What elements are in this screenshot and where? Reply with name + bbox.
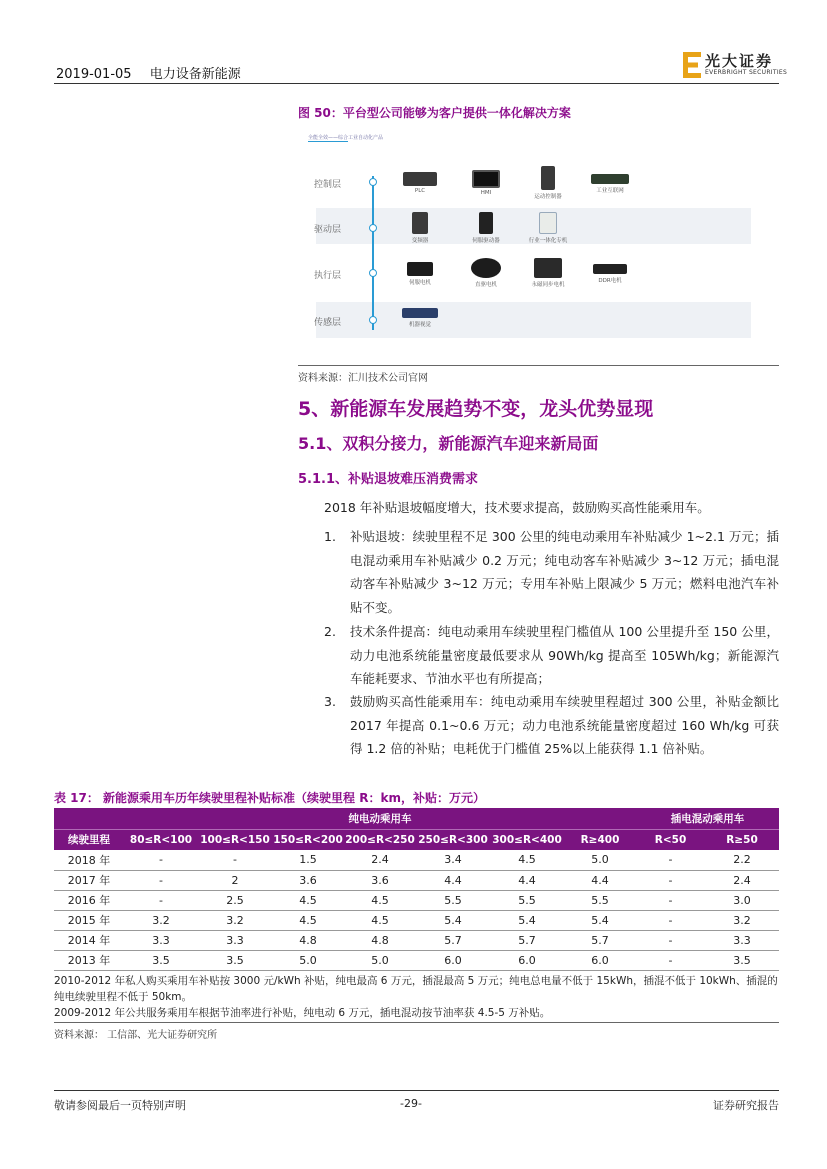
table-cell: - xyxy=(636,890,705,910)
table-cell: - xyxy=(636,930,705,950)
table-cell: 5.4 xyxy=(416,910,490,930)
table-cell: - xyxy=(124,890,198,910)
table-cell: 2 xyxy=(198,870,272,890)
pmsm-icon xyxy=(534,258,562,278)
report-sector: 电力设备新能源 xyxy=(149,67,241,82)
table-year-cell: 2014 年 xyxy=(54,930,124,950)
layer-label-exec: 执行层 xyxy=(314,271,342,281)
table-cell: 5.7 xyxy=(416,930,490,950)
table-note-1: 2010-2012 年私人购买乘用车补贴按 3000 元/kWh 补贴，纯电最高 6 万元，插混最高 5 万元；纯电总电量不低于 15kWh，插混不低于 10kWh、插混的纯电续驶里程不低于 50km。 xyxy=(54,975,778,1003)
table-cell: 4.8 xyxy=(272,930,344,950)
layer-dot-drive xyxy=(369,224,377,232)
table-cell: 3.3 xyxy=(198,930,272,950)
table-cell: 4.4 xyxy=(490,870,564,890)
table-cell: 5.5 xyxy=(416,890,490,910)
table-cell: 3.5 xyxy=(124,950,198,970)
column-header: 200≤R<250 xyxy=(344,829,416,850)
table-cell: 4.5 xyxy=(490,850,564,870)
table-cell: 3.5 xyxy=(198,950,272,970)
group-header-ev: 纯电动乘用车 xyxy=(124,808,636,829)
product-direct-drive-motor: 直驱电机 xyxy=(456,258,516,288)
layer-dot-control xyxy=(369,178,377,186)
table-cell: 5.0 xyxy=(344,950,416,970)
table-note-2: 2009-2012 年公共服务乘用车根据节油率进行补贴，纯电动 6 万元，插电混动按节油率获 4.5-5 万补贴。 xyxy=(54,1007,551,1019)
table-cell: 3.3 xyxy=(705,930,779,950)
table-cell: 6.0 xyxy=(564,950,636,970)
table-cell: 3.2 xyxy=(124,910,198,930)
product-servo-motor: 伺服电机 xyxy=(390,262,450,286)
table-cell: 3.4 xyxy=(416,850,490,870)
table-cell: 4.5 xyxy=(272,890,344,910)
table-row xyxy=(54,950,779,970)
table-year-cell: 2016 年 xyxy=(54,890,124,910)
table-cell: 5.4 xyxy=(490,910,564,930)
table-cell: 5.0 xyxy=(564,850,636,870)
column-header: 300≤R<400 xyxy=(490,829,564,850)
table-cell: - xyxy=(198,850,272,870)
layer-band-sensor xyxy=(316,302,751,338)
table-cell: 6.0 xyxy=(490,950,564,970)
logo-text-cn: 光大证券 xyxy=(705,52,774,70)
company-logo xyxy=(683,50,788,80)
page-footer xyxy=(54,1090,779,1112)
table-cell: 4.4 xyxy=(416,870,490,890)
table-cell: 4.5 xyxy=(344,890,416,910)
table-cell: 5.7 xyxy=(490,930,564,950)
table-column-header xyxy=(54,829,779,850)
page-header xyxy=(54,52,788,84)
list-item xyxy=(324,525,779,619)
integrated-machine-icon xyxy=(539,212,557,234)
table-cell: 2.2 xyxy=(705,850,779,870)
list-item-text: 鼓励购买高性能乘用车：纯电动乘用车续驶里程超过 300 公里，补贴金额比 2017 年提高 0.1~0.6 万元；动力电池系统能量密度超过 160 Wh/kg 可获得 1.2 倍的补贴；电耗优于门槛值 25%以上能获得 1.1 倍补贴。 xyxy=(350,694,779,756)
layer-timeline xyxy=(372,176,374,330)
report-date: 2019-01-05 xyxy=(56,67,132,82)
table-row xyxy=(54,910,779,930)
product-pmsm: 永磁同步电机 xyxy=(518,258,578,288)
table-cell: 3.6 xyxy=(272,870,344,890)
table-cell: 5.5 xyxy=(490,890,564,910)
servo-drive-icon xyxy=(479,212,493,234)
table-cell: - xyxy=(636,950,705,970)
row-header-label: 续驶里程 xyxy=(54,829,124,850)
footer-disclaimer: 敬请参阅最后一页特别声明 xyxy=(54,1099,186,1112)
table-row xyxy=(54,850,779,870)
list-item-number: 2. xyxy=(324,624,336,639)
column-header: R<50 xyxy=(636,829,705,850)
product-machine-vision: 机器视觉 xyxy=(390,308,450,328)
table-row xyxy=(54,930,779,950)
table-group-header xyxy=(54,808,779,829)
table-cell: 6.0 xyxy=(416,950,490,970)
figure-title: 图 50：平台型公司能够为客户提供一体化解决方案 xyxy=(298,106,571,120)
product-inverter: 变频器 xyxy=(390,212,450,244)
product-motion-controller: 运动控制器 xyxy=(518,166,578,200)
product-hmi: HMI xyxy=(456,170,516,196)
table-cell: 3.3 xyxy=(124,930,198,950)
table-cell: 2.4 xyxy=(344,850,416,870)
table-cell: 5.7 xyxy=(564,930,636,950)
layer-label-drive: 驱动层 xyxy=(314,225,342,235)
table-year-cell: 2017 年 xyxy=(54,870,124,890)
product-plc: PLC xyxy=(390,172,450,194)
table-row xyxy=(54,890,779,910)
list-item-text: 技术条件提高：纯电动乘用车续驶里程门槛值从 100 公里提升至 150 公里，动力电池系统能量密度最低要求从 90Wh/kg 提高至 105Wh/kg；新能源汽车能耗要求、节油水平也有所提高； xyxy=(350,624,779,686)
ddr-motor-icon xyxy=(593,264,627,274)
section-heading-5-1: 5.1、双积分接力，新能源汽车迎来新局面 xyxy=(298,434,599,453)
list-item xyxy=(324,690,779,784)
column-header: 80≤R<100 xyxy=(124,829,198,850)
section-heading-5-1-1: 5.1.1、补贴退坡难压消费需求 xyxy=(298,472,479,487)
direct-drive-motor-icon xyxy=(471,258,501,278)
intro-paragraph: 2018 年补贴退坡幅度增大，技术要求提高，鼓励购买高性能乘用车。 xyxy=(324,500,710,515)
table-year-cell: 2013 年 xyxy=(54,950,124,970)
product-ddr-motor: DDR电机 xyxy=(580,264,640,284)
table-year-cell: 2015 年 xyxy=(54,910,124,930)
table-year-cell: 2018 年 xyxy=(54,850,124,870)
list-item-number: 3. xyxy=(324,694,336,709)
figure-image xyxy=(298,124,779,362)
product-servo-drive: 伺服驱动器 xyxy=(456,212,516,244)
table-source: 资料来源： 工信部、光大证券研究所 xyxy=(54,1022,779,1041)
table-cell: - xyxy=(124,850,198,870)
table-cell: 5.0 xyxy=(272,950,344,970)
table-cell: - xyxy=(636,850,705,870)
list-item-text: 补贴退坡：续驶里程不足 300 公里的纯电动乘用车补贴减少 1~2.1 万元；插电混动乘用车补贴减少 0.2 万元；纯电动客车补贴减少 3~12 万元；插电混动客车补贴减少 3~12 万元；专用车补贴上限减少 5 万元；燃料电池汽车补贴不变。 xyxy=(350,529,779,615)
table-cell: - xyxy=(636,910,705,930)
table-cell: 4.8 xyxy=(344,930,416,950)
table-cell: 4.5 xyxy=(272,910,344,930)
layer-dot-exec xyxy=(369,269,377,277)
column-header: 100≤R<150 xyxy=(198,829,272,850)
table-cell: 3.6 xyxy=(344,870,416,890)
figure-subtitle: 全能全效——综合工业自动化产品 xyxy=(308,135,384,141)
iiot-icon xyxy=(591,174,629,184)
column-header: R≥50 xyxy=(705,829,779,850)
list-item-number: 1. xyxy=(324,529,336,544)
table-cell: 3.2 xyxy=(198,910,272,930)
figure-source: 资料来源：汇川技术公司官网 xyxy=(298,365,779,384)
table-cell: 1.5 xyxy=(272,850,344,870)
page-number: -29- xyxy=(400,1097,422,1110)
column-header: 250≤R<300 xyxy=(416,829,490,850)
column-header: R≥400 xyxy=(564,829,636,850)
table-row xyxy=(54,870,779,890)
table-cell: - xyxy=(636,870,705,890)
inverter-icon xyxy=(412,212,428,234)
layer-dot-sensor xyxy=(369,316,377,324)
logo-text-en: EVERBRIGHT SECURITIES xyxy=(705,69,788,76)
table-cell: - xyxy=(124,870,198,890)
servo-motor-icon xyxy=(407,262,433,276)
subsidy-table xyxy=(54,808,779,971)
product-iiot: 工业互联网 xyxy=(580,174,640,194)
plc-icon xyxy=(403,172,437,186)
motion-controller-icon xyxy=(541,166,555,190)
footer-report-type: 证券研究报告 xyxy=(713,1099,779,1112)
table-title: 表 17： 新能源乘用车历年续驶里程补贴标准（续驶里程 R：km，补贴：万元） xyxy=(54,791,485,805)
subtitle-underline xyxy=(308,141,348,142)
table-cell: 2.5 xyxy=(198,890,272,910)
table-cell: 3.2 xyxy=(705,910,779,930)
product-integrated-machine: 行业一体化专机 xyxy=(518,212,578,244)
table-cell: 3.5 xyxy=(705,950,779,970)
table-cell: 4.5 xyxy=(344,910,416,930)
group-header-phev: 插电混动乘用车 xyxy=(636,808,779,829)
machine-vision-icon xyxy=(402,308,438,318)
hmi-icon xyxy=(472,170,500,188)
section-heading-5: 5、新能源车发展趋势不变，龙头优势显现 xyxy=(298,398,654,420)
layer-label-control: 控制层 xyxy=(314,180,342,190)
table-cell: 3.0 xyxy=(705,890,779,910)
logo-mark-icon xyxy=(683,52,701,78)
table-cell: 5.4 xyxy=(564,910,636,930)
table-cell: 4.4 xyxy=(564,870,636,890)
table-cell: 2.4 xyxy=(705,870,779,890)
header-info xyxy=(56,63,255,82)
table-cell: 5.5 xyxy=(564,890,636,910)
list-item xyxy=(324,620,779,690)
column-header: 150≤R<200 xyxy=(272,829,344,850)
layer-label-sensor: 传感层 xyxy=(314,318,342,328)
